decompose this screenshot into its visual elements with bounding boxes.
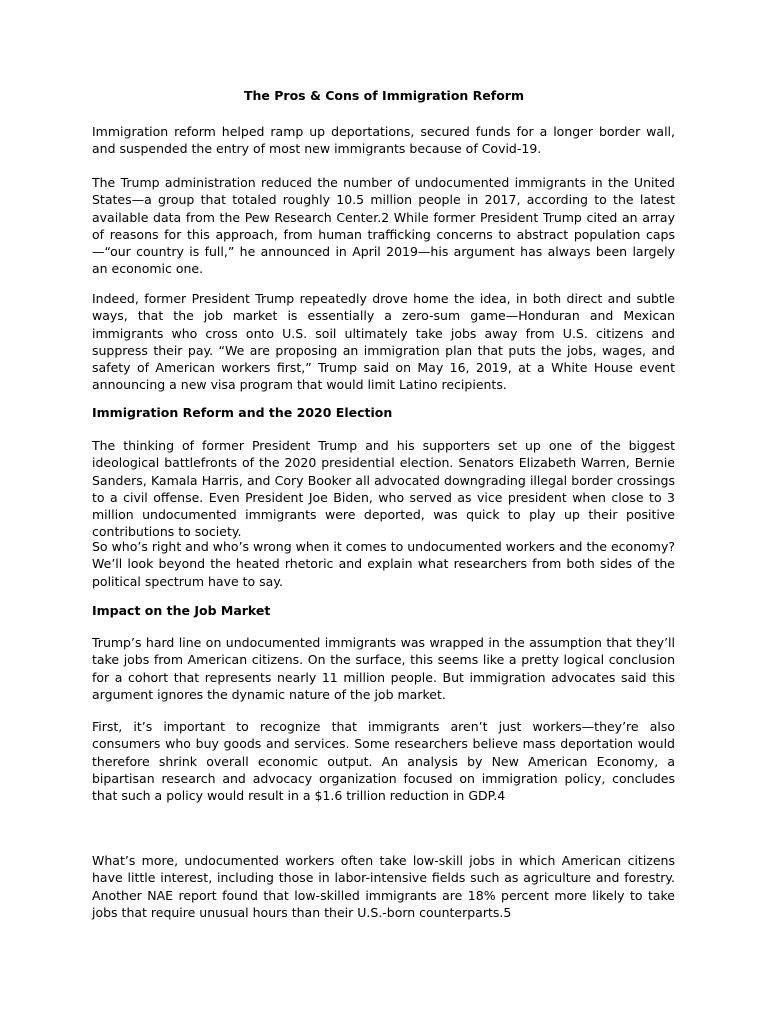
paragraph-who-is-right: So who’s right and who’s wrong when it comes to undocumented workers and the economy? We’ll look beyond the heated rhetoric and explain what researchers from both sides of the political spectrum have to say.	[92, 539, 675, 589]
paragraph-consumers: First, it’s important to recognize that immigrants aren’t just workers—they’re also consumers who buy goods and services. Some researchers believe mass deportation would therefore shrink overall economic output. An analysis by New American Economy, a bipartisan research and advocacy organization focused on immigration policy, concludes that such a policy would result in a $1.6 trillion reduction in GDP.4	[92, 719, 675, 804]
paragraph-trump-administration: The Trump administration reduced the number of undocumented immigrants in the United States—a group that totaled roughly 10.5 million people in 2017, according to the latest available data from the Pew Research Center.2 While former President Trump cited an array of reasons for this approach, from human trafficking concerns to abstract population caps—“our country is full,” he announced in April 2019—his argument has always been largely an economic one.	[92, 175, 675, 277]
paragraph-intro: Immigration reform helped ramp up deportations, secured funds for a longer border wall, and suspended the entry of most new immigrants because of Covid-19.	[92, 124, 675, 157]
section-heading-job-market: Impact on the Job Market	[92, 603, 271, 618]
paragraph-battlefronts: The thinking of former President Trump and his supporters set up one of the biggest ideological battlefronts of the 2020 presidential election. Senators Elizabeth Warren, Bernie Sanders, Kamala Harris, and Cory Booker all advocated downgrading illegal border crossings to a civil offense. Even President Joe Biden, who served as vice president when close to 3 million undocumented immigrants were deported, was quick to play up their positive contributions to society.	[92, 438, 675, 540]
section-heading-2020-election: Immigration Reform and the 2020 Election	[92, 405, 393, 420]
document-title: The Pros & Cons of Immigration Reform	[244, 88, 524, 103]
paragraph-low-skill-jobs: What’s more, undocumented workers often take low-skill jobs in which American citizens have little interest, including those in labor-intensive fields such as agriculture and forestry. Another NAE report found that low-skilled immigrants are 18% percent more likely to take jobs that require unusual hours than their U.S.-born counterparts.5	[92, 853, 675, 920]
paragraph-zero-sum: Indeed, former President Trump repeatedly drove home the idea, in both direct and subtle ways, that the job market is essentially a zero-sum game—Honduran and Mexican immigrants who cross onto U.S. soil ultimately take jobs away from U.S. citizens and suppress their pay. “We are proposing an immigration plan that puts the jobs, wages, and safety of American workers first,” Trump said on May 16, 2019, at a White House event announcing a new visa program that would limit Latino recipients.	[92, 291, 675, 393]
paragraph-hard-line: Trump’s hard line on undocumented immigrants was wrapped in the assumption that they’ll take jobs from American citizens. On the surface, this seems like a pretty logical conclusion for a cohort that represents nearly 11 million people. But immigration advocates said this argument ignores the dynamic nature of the job market.	[92, 635, 675, 702]
